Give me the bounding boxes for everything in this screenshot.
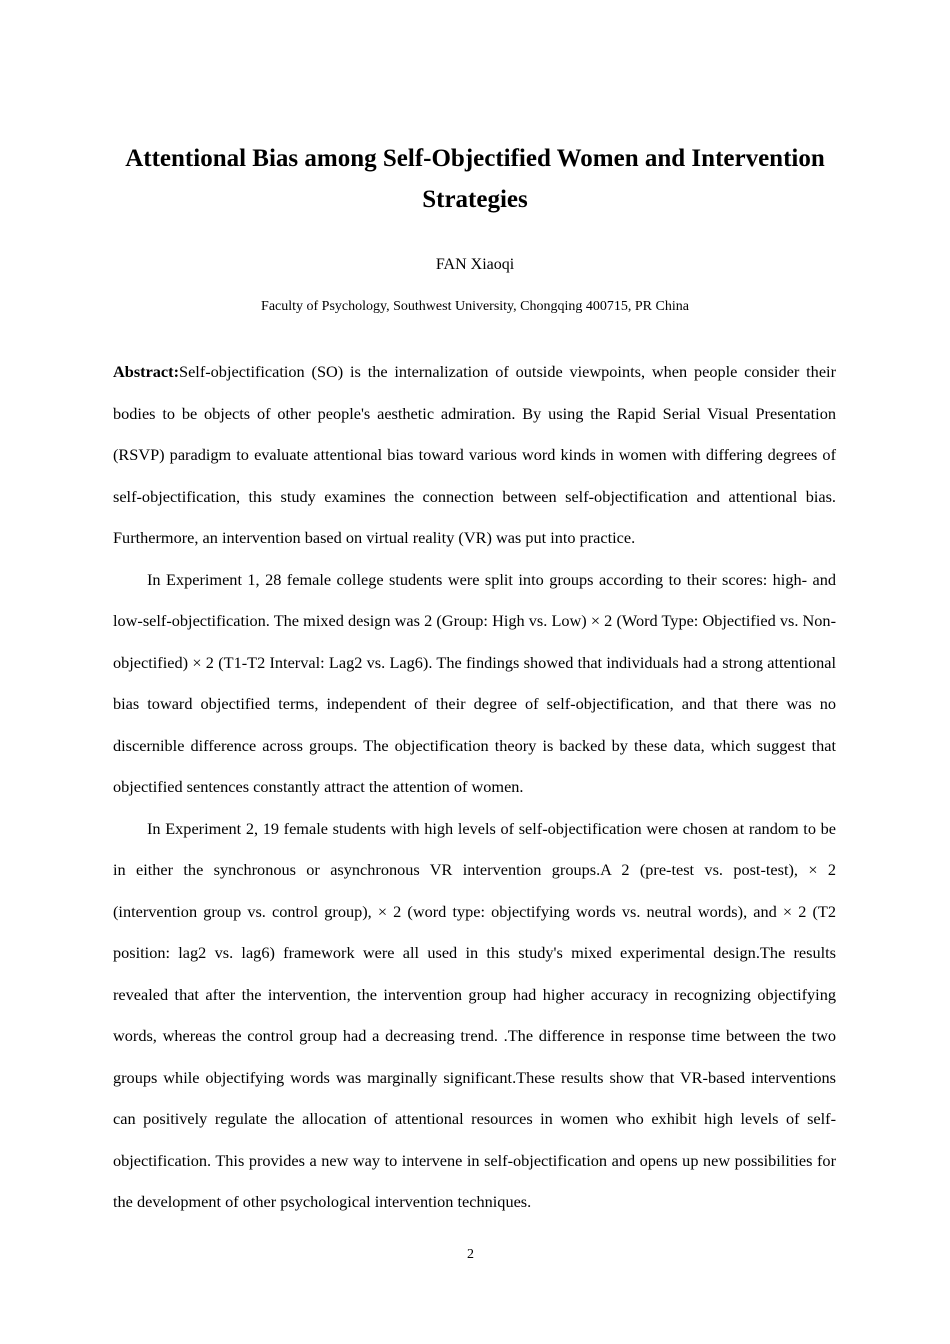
- abstract-paragraph-1: [113, 351, 836, 559]
- author-name: FAN Xiaoqi: [435, 256, 515, 273]
- author-affiliation: Faculty of Psychology, Southwest University, Chongqing 400715, PR China: [261, 299, 689, 314]
- abstract-section: [113, 351, 836, 1223]
- abstract-paragraph-3: In Experiment 2, 19 female students with high levels of self-objectification were chosen at random to be in either the synchronous or asynchronous VR intervention groups.A 2 (pre-test vs. post-test), × 2 (intervention group vs. control group), × 2 (word type: objectifying words vs. neutral words), and × 2 (T2 position: lag2 vs. lag6) framework were all used in this study's mixed experimental design.The results revealed that after the intervention, the intervention group had higher accuracy in recognizing objectifying words, whereas the control group had a decreasing trend. .The difference in response time between the two groups while objectifying words was marginally significant.These results show that VR-based interventions can positively regulate the allocation of attentional resources in women who exhibit high levels of self-objectification. This provides a new way to intervene in self-objectification and opens up new possibilities for the development of other psychological intervention techniques.: [113, 818, 836, 1211]
- abstract-paragraph-2: In Experiment 1, 28 female college students were split into groups according to their scores: high- and low-self-objectification. The mixed design was 2 (Group: High vs. Low) × 2 (Word Type: Objectified vs. Non-objectified) × 2 (T1-T2 Interval: Lag2 vs. Lag6). The findings showed that individuals had a strong attentional bias toward objectified terms, independent of their degree of self-objectification, and that there was no discernible difference across groups. The objectification theory is backed by these data, which suggest that objectified sentences constantly attract the attention of women.: [113, 569, 836, 796]
- abstract-paragraph-1-text: Self-objectification (SO) is the internalization of outside viewpoints, when people consider their bodies to be objects of other people's aesthetic admiration. By using the Rapid Serial Visual Presentation (RSVP) paradigm to evaluate attentional bias toward various word kinds in women with differing degrees of self-objectification, this study examines the connection between self-objectification and attentional bias. Furthermore, an intervention based on virtual reality (VR) was put into practice.: [113, 362, 836, 547]
- abstract-label: Abstract:: [113, 362, 180, 381]
- paper-title: Attentional Bias among Self-Objectified Women and Intervention Strategies: [125, 145, 825, 213]
- page-number: 2: [467, 1247, 474, 1262]
